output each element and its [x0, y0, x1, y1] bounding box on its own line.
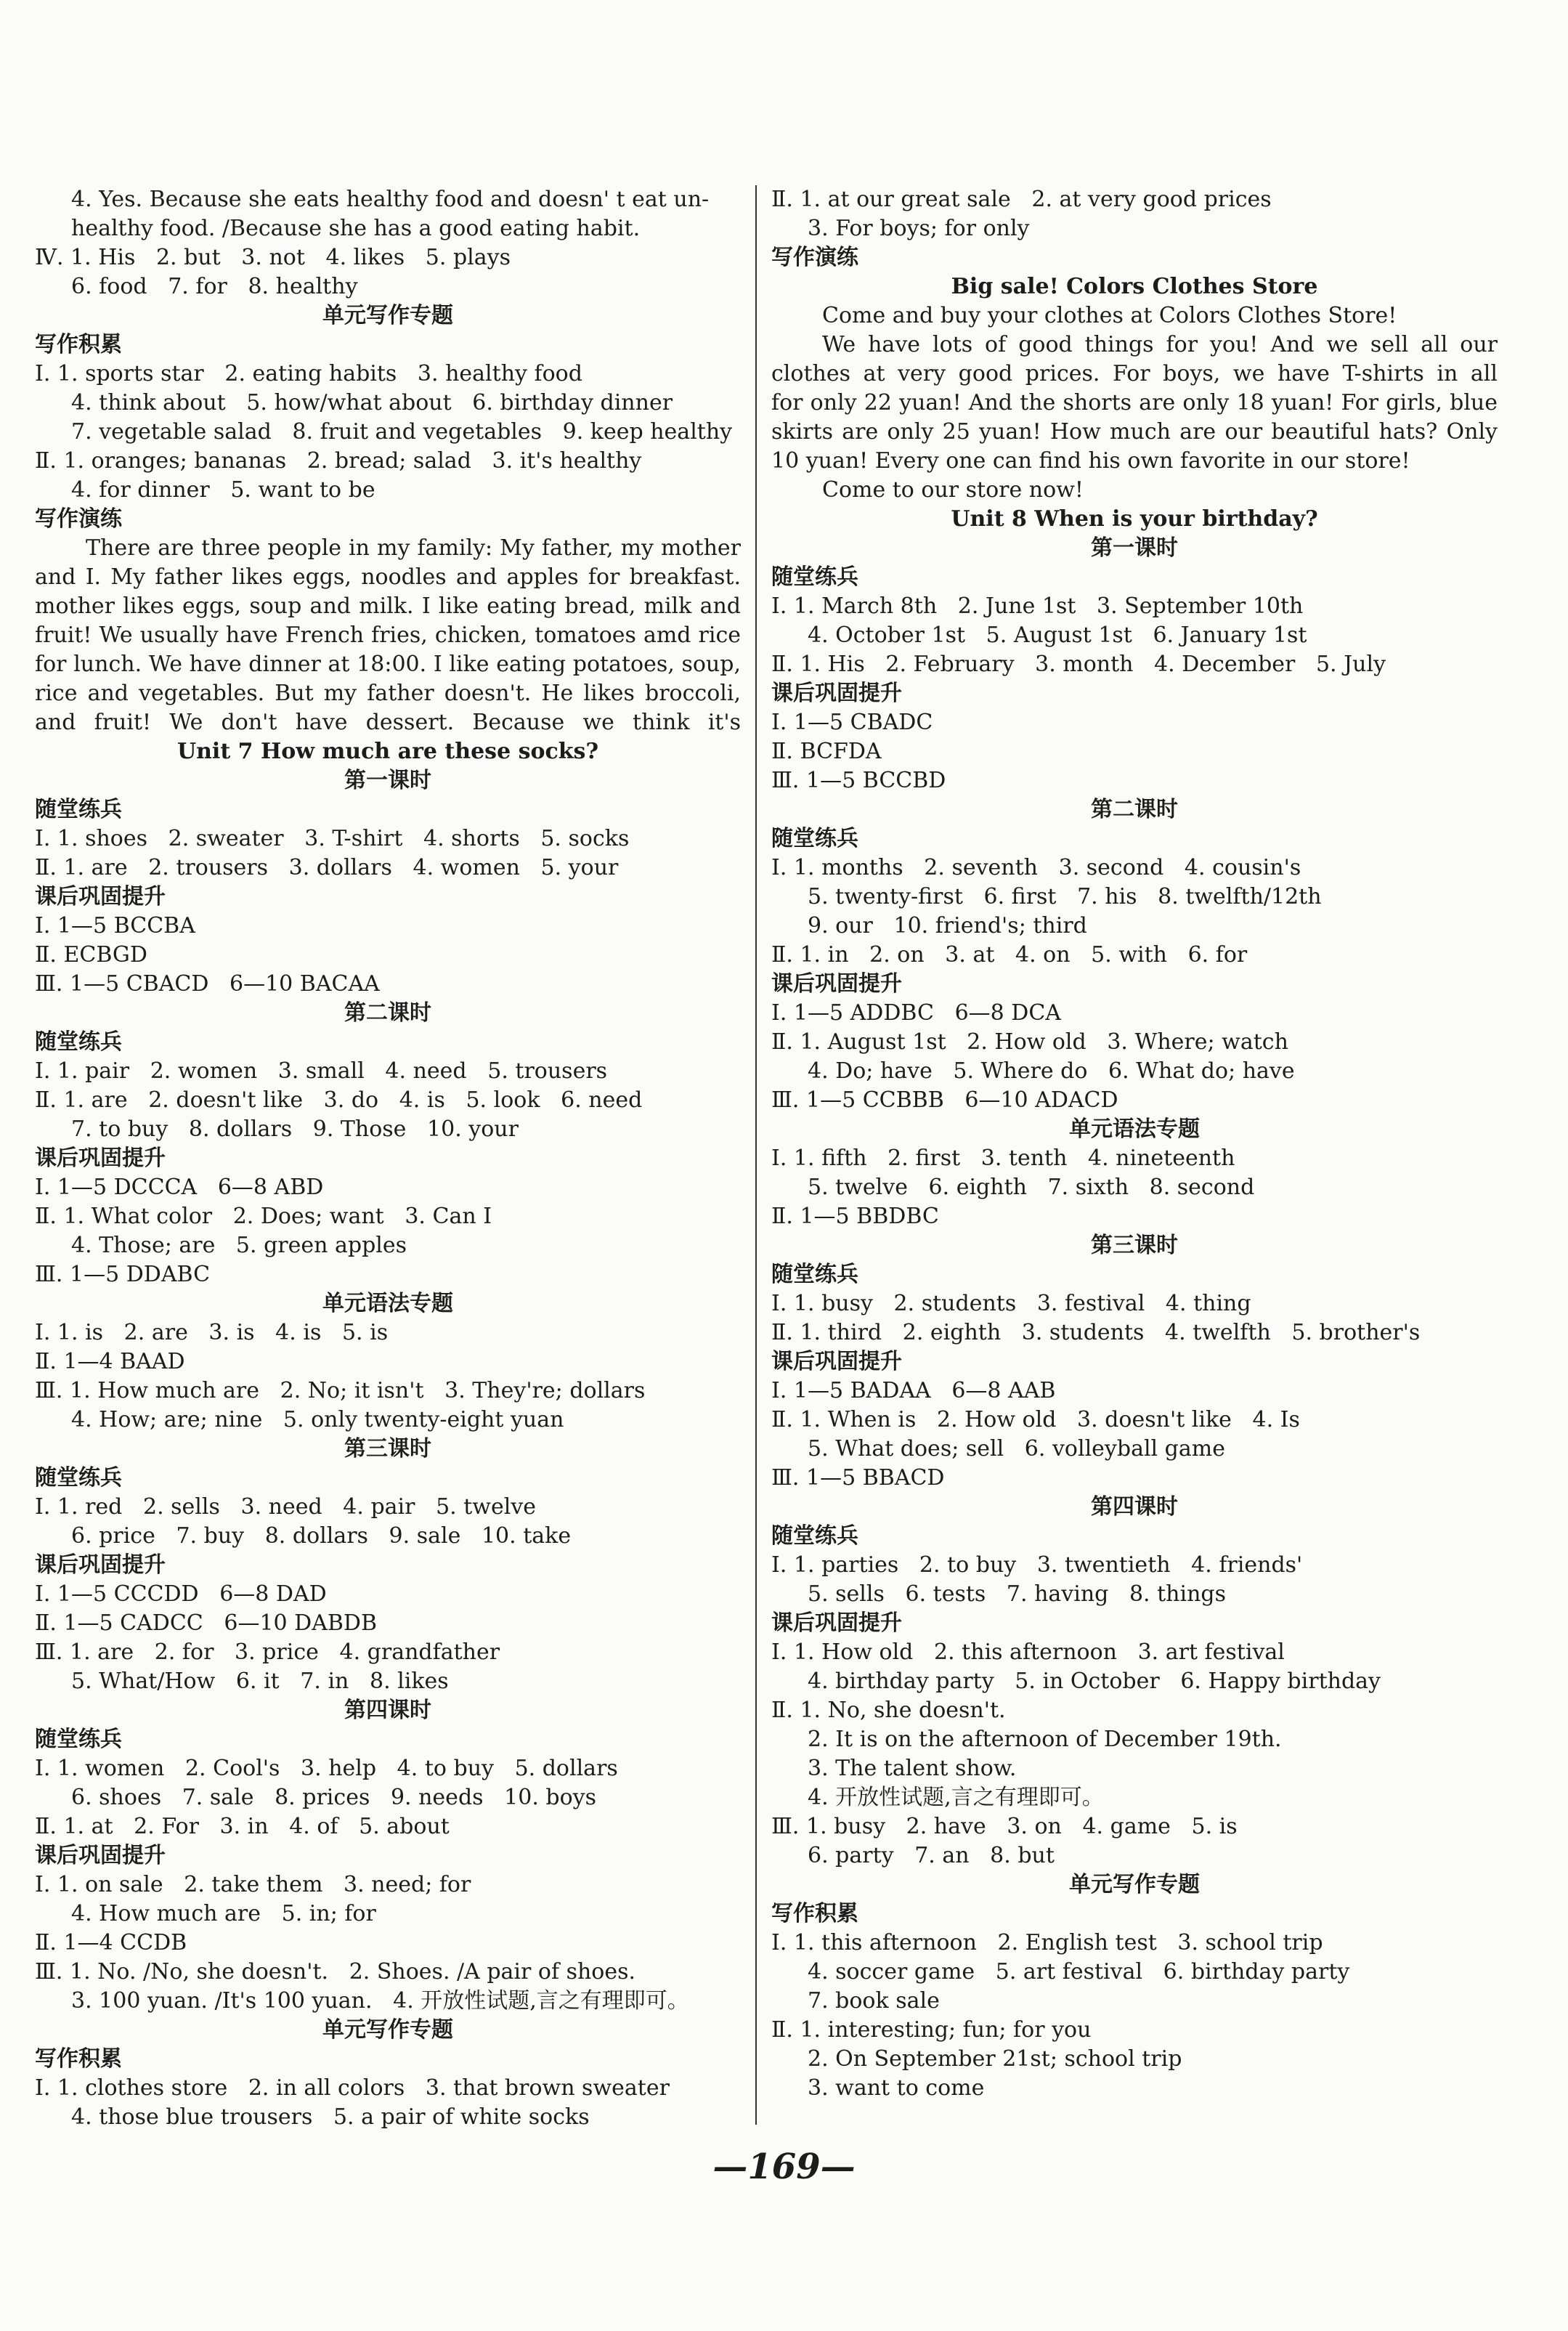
- answer-line: 4. soccer game 5. art festival 6. birthday party: [808, 1959, 1350, 1985]
- paragraph-line: rice and vegetables. But my father doesn't. He likes broccoli,: [35, 681, 741, 706]
- section-heading: 单元语法专题: [322, 1291, 453, 1316]
- answer-line: 4. think about 5. how/what about 6. birthday dinner: [71, 390, 673, 415]
- answer-line: healthy food. /Because she has a good eating habit.: [71, 216, 641, 241]
- subsection-label: 随堂练兵: [771, 564, 858, 590]
- answer-line: 7. vegetable salad 8. fruit and vegetables 9. keep healthy: [71, 419, 733, 445]
- subsection-label: 写作演练: [771, 245, 858, 270]
- section-heading: 第一课时: [1091, 535, 1178, 561]
- column-divider: [755, 185, 757, 2125]
- answer-line: 6. shoes 7. sale 8. prices 9. needs 10. boys: [71, 1785, 597, 1810]
- section-heading: Unit 7 How much are these socks?: [176, 739, 599, 764]
- answer-line: 4. October 1st 5. August 1st 6. January 1st: [808, 623, 1307, 648]
- answer-line: 4. Yes. Because she eats healthy food and doesn' t eat un-: [71, 187, 710, 212]
- answer-line: Ⅲ. 1—5 CCBBB 6—10 ADACD: [771, 1087, 1118, 1113]
- answer-line: 5. sells 6. tests 7. having 8. things: [808, 1581, 1227, 1607]
- answer-line: Ⅱ. 1—5 BBDBC: [771, 1204, 939, 1229]
- answer-line: Ⅱ. 1. interesting; fun; for you: [771, 2017, 1092, 2043]
- answer-line: Ⅲ. 1—5 BBACD: [771, 1465, 945, 1491]
- answer-line: Ⅰ. 1. clothes store 2. in all colors 3. that brown sweater: [35, 2075, 670, 2101]
- section-heading: 单元写作专题: [322, 303, 453, 328]
- subsection-label: 随堂练兵: [35, 1465, 122, 1491]
- answer-line: Ⅱ. 1. at 2. For 3. in 4. of 5. about: [35, 1814, 450, 1839]
- subsection-label: 课后巩固提升: [771, 1610, 902, 1636]
- answer-line: Ⅲ. 1. No. /No, she doesn't. 2. Shoes. /A pair of shoes.: [35, 1959, 636, 1985]
- left-column: [35, 185, 741, 2132]
- answer-line: Ⅰ. 1. shoes 2. sweater 3. T-shirt 4. shorts 5. socks: [35, 826, 630, 851]
- answer-line: Ⅱ. 1. When is 2. How old 3. doesn't like 4. Is: [771, 1407, 1300, 1432]
- answer-line: Ⅱ. 1. What color 2. Does; want 3. Can I: [35, 1204, 492, 1229]
- answer-line: 3. 100 yuan. /It's 100 yuan. 4. 开放性试题,言之有理即可。: [71, 1988, 689, 2014]
- answer-line: Ⅰ. 1. fifth 2. first 3. tenth 4. nineteenth: [771, 1146, 1235, 1171]
- paragraph-line: skirts are only 25 yuan! How much are our beautiful hats? Only: [771, 419, 1498, 445]
- answer-line: 4. How; are; nine 5. only twenty-eight yuan: [71, 1407, 564, 1432]
- answer-line: 7. book sale: [808, 1988, 940, 2014]
- section-heading: 第四课时: [344, 1698, 431, 1723]
- paragraph-line: and fruit! We don't have dessert. Because we think it's: [35, 710, 741, 735]
- answer-line: Ⅰ. 1—5 DCCCA 6—8 ABD: [35, 1175, 324, 1200]
- answer-line: 4. How much are 5. in; for: [71, 1901, 376, 1926]
- answer-line: Ⅱ. 1—4 CCDB: [35, 1930, 187, 1955]
- answer-line: Ⅰ. 1. sports star 2. eating habits 3. healthy food: [35, 361, 582, 386]
- answer-line: Ⅰ. 1. women 2. Cool's 3. help 4. to buy 5. dollars: [35, 1756, 618, 1781]
- answer-line: Ⅰ. 1. March 8th 2. June 1st 3. September 10th: [771, 593, 1304, 619]
- answer-line: Ⅱ. 1. oranges; bananas 2. bread; salad 3. it's healthy: [35, 448, 642, 474]
- answer-line: Ⅳ. 1. His 2. but 3. not 4. likes 5. plays: [35, 245, 511, 270]
- answer-line: 5. What does; sell 6. volleyball game: [808, 1436, 1225, 1462]
- answer-line: Ⅱ. 1. third 2. eighth 3. students 4. twelfth 5. brother's: [771, 1320, 1421, 1345]
- answer-line: Ⅰ. 1. busy 2. students 3. festival 4. thing: [771, 1291, 1251, 1316]
- section-heading: Unit 8 When is your birthday?: [951, 506, 1318, 532]
- answer-line: 7. to buy 8. dollars 9. Those 10. your: [71, 1116, 519, 1142]
- answer-line: Ⅲ. 1. How much are 2. No; it isn't 3. They're; dollars: [35, 1378, 646, 1403]
- subsection-label: 写作演练: [35, 506, 122, 532]
- answer-line: 4. 开放性试题,言之有理即可。: [808, 1785, 1104, 1810]
- paragraph-line: mother likes eggs, soup and milk. I like eating bread, milk and: [35, 593, 741, 619]
- answer-line: 4. Those; are 5. green apples: [71, 1233, 407, 1258]
- subsection-label: 随堂练兵: [35, 797, 122, 822]
- section-heading: 第四课时: [1091, 1494, 1178, 1520]
- answer-line: 5. twenty-first 6. first 7. his 8. twelfth/12th: [808, 884, 1322, 909]
- answer-line: Ⅲ. 1. busy 2. have 3. on 4. game 5. is: [771, 1814, 1238, 1839]
- answer-line: Ⅰ. 1—5 CBADC: [771, 710, 933, 735]
- subsection-label: 课后巩固提升: [35, 1843, 166, 1868]
- paragraph-line: There are three people in my family: My father, my mother: [86, 535, 741, 561]
- subsection-label: 课后巩固提升: [771, 971, 902, 997]
- answer-line: 5. What/How 6. it 7. in 8. likes: [71, 1669, 449, 1694]
- subsection-label: 课后巩固提升: [35, 884, 166, 909]
- answer-line: Ⅱ. 1. at our great sale 2. at very good prices: [771, 187, 1272, 212]
- paragraph-line: Come and buy your clothes at Colors Clothes Store!: [822, 303, 1397, 328]
- subsection-label: 课后巩固提升: [771, 681, 902, 706]
- paragraph-line: clothes at very good prices. For boys, we have T-shirts in all: [771, 361, 1498, 386]
- subsection-label: 写作积累: [35, 332, 122, 357]
- answer-line: 6. price 7. buy 8. dollars 9. sale 10. take: [71, 1523, 572, 1549]
- subsection-label: 课后巩固提升: [35, 1146, 166, 1171]
- answer-line: Ⅱ. 1. are 2. trousers 3. dollars 4. women 5. your: [35, 855, 619, 880]
- answer-line: Ⅰ. 1. How old 2. this afternoon 3. art festival: [771, 1639, 1285, 1665]
- answer-line: Ⅱ. 1. in 2. on 3. at 4. on 5. with 6. for: [771, 942, 1248, 968]
- paragraph-line: We have lots of good things for you! And we sell all our: [822, 332, 1498, 357]
- section-heading: 单元语法专题: [1069, 1116, 1200, 1142]
- answer-line: Ⅱ. ECBGD: [35, 942, 147, 968]
- answer-line: Ⅱ. 1—4 BAAD: [35, 1349, 185, 1374]
- answer-line: Ⅰ. 1. months 2. seventh 3. second 4. cousin's: [771, 855, 1301, 880]
- section-heading: 单元写作专题: [322, 2017, 453, 2043]
- answer-line: Ⅱ. 1. are 2. doesn't like 3. do 4. is 5. look 6. need: [35, 1087, 643, 1113]
- answer-line: Ⅰ. 1. red 2. sells 3. need 4. pair 5. twelve: [35, 1494, 537, 1520]
- subsection-label: 随堂练兵: [771, 826, 858, 851]
- answer-line: 5. twelve 6. eighth 7. sixth 8. second: [808, 1175, 1255, 1200]
- answer-line: 2. It is on the afternoon of December 19th.: [808, 1727, 1282, 1752]
- subsection-label: 随堂练兵: [35, 1727, 122, 1752]
- answer-line: Ⅱ. 1. No, she doesn't.: [771, 1698, 1006, 1723]
- answer-line: Ⅲ. 1—5 CBACD 6—10 BACAA: [35, 971, 380, 997]
- paragraph-line: for lunch. We have dinner at 18:00. I like eating potatoes, soup,: [35, 652, 741, 677]
- answer-line: Ⅱ. 1—5 CADCC 6—10 DABDB: [35, 1610, 378, 1636]
- page-number: —169—: [712, 2146, 856, 2187]
- answer-line: Ⅰ. 1—5 BADAA 6—8 AAB: [771, 1378, 1056, 1403]
- subsection-label: 课后巩固提升: [35, 1552, 166, 1578]
- answer-line: 3. want to come: [808, 2075, 985, 2101]
- section-heading: 第二课时: [344, 1000, 431, 1026]
- section-heading: Big sale! Colors Clothes Store: [951, 274, 1318, 299]
- answer-line: Ⅰ. 1. pair 2. women 3. small 4. need 5. trousers: [35, 1058, 608, 1084]
- answer-line: 6. food 7. for 8. healthy: [71, 274, 358, 299]
- subsection-label: 课后巩固提升: [771, 1349, 902, 1374]
- answer-line: 4. Do; have 5. Where do 6. What do; have: [808, 1058, 1295, 1084]
- subsection-label: 随堂练兵: [771, 1262, 858, 1287]
- answer-line: 9. our 10. friend's; third: [808, 913, 1087, 939]
- section-heading: 第二课时: [1091, 797, 1178, 822]
- answer-line: 10 yuan! Every one can find his own favorite in our store!: [771, 448, 1410, 474]
- paragraph-line: fruit! We usually have French fries, chicken, tomatoes amd rice: [35, 623, 741, 648]
- subsection-label: 随堂练兵: [771, 1523, 858, 1549]
- answer-line: Ⅲ. 1. are 2. for 3. price 4. grandfather: [35, 1639, 500, 1665]
- answer-line: Ⅰ. 1—5 BCCBA: [35, 913, 195, 939]
- subsection-label: 写作积累: [771, 1901, 858, 1926]
- answer-line: 3. The talent show.: [808, 1756, 1017, 1781]
- section-heading: 单元写作专题: [1069, 1872, 1200, 1897]
- subsection-label: 随堂练兵: [35, 1029, 122, 1055]
- answer-line: Ⅰ. 1—5 ADDBC 6—8 DCA: [771, 1000, 1061, 1026]
- paragraph-line: Come to our store now!: [822, 477, 1084, 503]
- answer-line: Ⅱ. BCFDA: [771, 739, 882, 764]
- answer-line: Ⅱ. 1. His 2. February 3. month 4. December 5. July: [771, 652, 1386, 677]
- answer-line: 2. On September 21st; school trip: [808, 2046, 1182, 2072]
- subsection-label: 写作积累: [35, 2046, 122, 2072]
- section-heading: 第三课时: [344, 1436, 431, 1462]
- section-heading: 第三课时: [1091, 1233, 1178, 1258]
- answer-line: Ⅰ. 1. parties 2. to buy 3. twentieth 4. friends': [771, 1552, 1303, 1578]
- answer-line: Ⅲ. 1—5 DDABC: [35, 1262, 211, 1287]
- paragraph-line: for only 22 yuan! And the shorts are only 18 yuan! For girls, blue: [771, 390, 1498, 415]
- answer-line: Ⅰ. 1—5 CCCDD 6—8 DAD: [35, 1581, 327, 1607]
- answer-line: 4. those blue trousers 5. a pair of white socks: [71, 2104, 590, 2130]
- answer-line: Ⅰ. 1. on sale 2. take them 3. need; for: [35, 1872, 471, 1897]
- answer-line: 4. for dinner 5. want to be: [71, 477, 375, 503]
- answer-line: Ⅲ. 1—5 BCCBD: [771, 768, 946, 793]
- paragraph-line: and I. My father likes eggs, noodles and apples for breakfast.: [35, 564, 741, 590]
- section-heading: 第一课时: [344, 768, 431, 793]
- answer-line: Ⅰ. 1. this afternoon 2. English test 3. school trip: [771, 1930, 1323, 1955]
- answer-line: Ⅱ. 1. August 1st 2. How old 3. Where; watch: [771, 1029, 1288, 1055]
- answer-line: 6. party 7. an 8. but: [808, 1843, 1055, 1868]
- answer-line: 4. birthday party 5. in October 6. Happy birthday: [808, 1669, 1381, 1694]
- right-column: [771, 185, 1498, 2103]
- answer-line: 3. For boys; for only: [808, 216, 1030, 241]
- answer-line: Ⅰ. 1. is 2. are 3. is 4. is 5. is: [35, 1320, 389, 1345]
